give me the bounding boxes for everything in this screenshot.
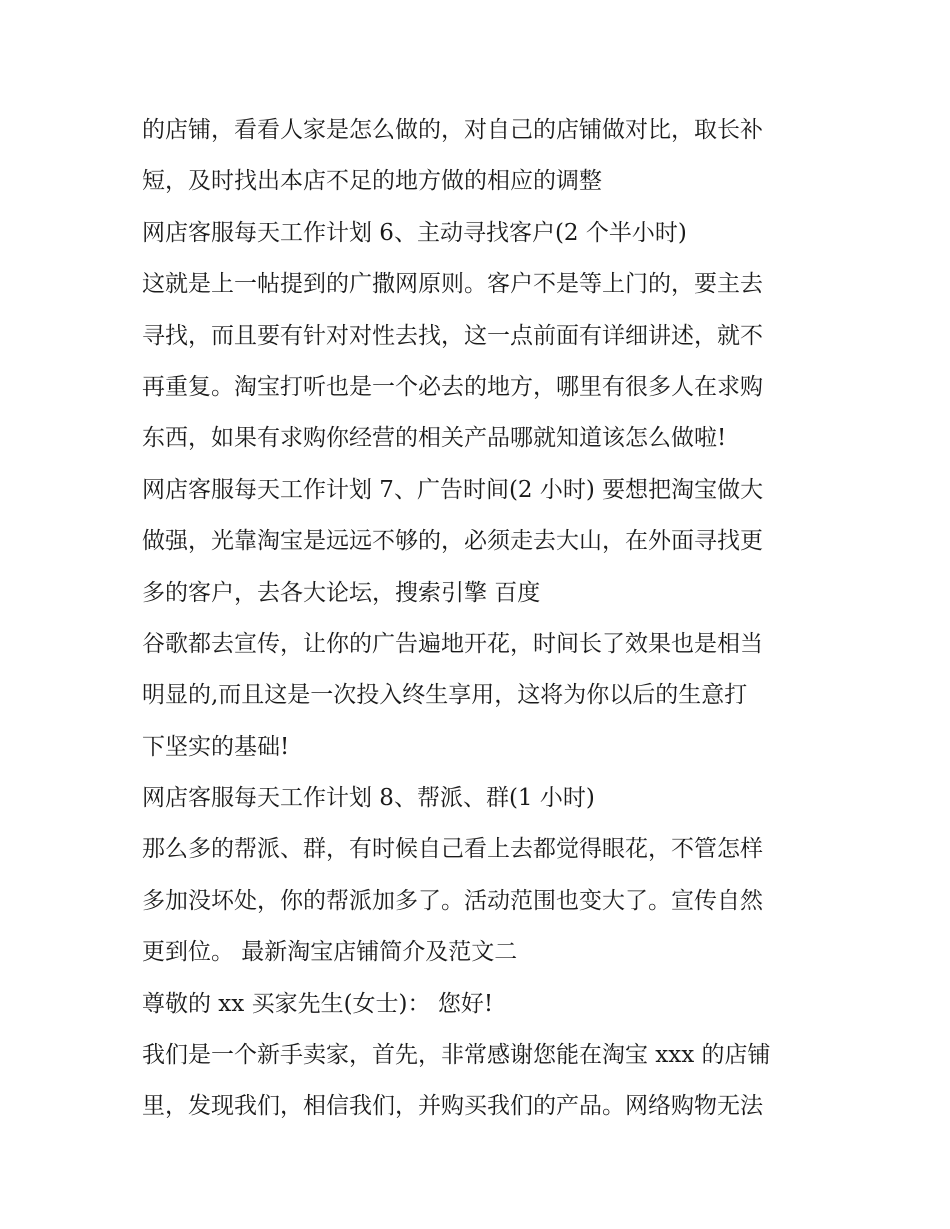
text-line: 下坚实的基础! [142,733,290,760]
text-line: 里，发现我们，相信我们，并购买我们的产品。网络购物无法 [142,1093,763,1120]
text-line: 寻找，而且要有针对对性去找，这一点前面有详细讲述，就不 [142,322,763,349]
salutation-line: 尊敬的 xx 买家先生(女士)： 您好! [142,990,494,1017]
text-line: 多的客户，去各大论坛，搜索引擎 百度 [142,579,541,606]
text-line: 那么多的帮派、群，有时候自己看上去都觉得眼花，不管怎样 [142,836,763,863]
section-heading-line: 网店客服每天工作计划 8、帮派、群(1 小时) [142,785,595,812]
text-line: 短，及时找出本店不足的地方做的相应的调整 [142,168,602,195]
text-line: 这就是上一帖提到的广撒网原则。客户不是等上门的，要主去 [142,271,763,298]
text-line: 做强，光靠淘宝是远远不够的，必须走去大山，在外面寻找更 [142,528,763,555]
text-line: 再重复。淘宝打听也是一个必去的地方，哪里有很多人在求购 [142,373,763,400]
document-body [142,105,814,1133]
section-heading-line: 网店客服每天工作计划 6、主动寻找客户(2 个半小时) [142,219,687,246]
text-line: 东西，如果有求购你经营的相关产品哪就知道该怎么做啦! [142,425,727,452]
text-line: 更到位。 最新淘宝店铺简介及范文二 [142,939,518,966]
text-line: 明显的,而且这是一次投入终生享用，这将为你以后的生意打 [142,682,748,709]
text-line: 多加没坏处，你的帮派加多了。活动范围也变大了。宣传自然 [142,887,763,914]
text-line: 的店铺，看看人家是怎么做的，对自己的店铺做对比，取长补 [142,117,763,143]
text-line: 谷歌都去宣传，让你的广告遍地开花，时间长了效果也是相当 [142,630,763,657]
section-heading-line: 网店客服每天工作计划 7、广告时间(2 小时) 要想把淘宝做大 [142,476,764,503]
text-line: 我们是一个新手卖家，首先，非常感谢您能在淘宝 xxx 的店铺 [142,1042,771,1069]
